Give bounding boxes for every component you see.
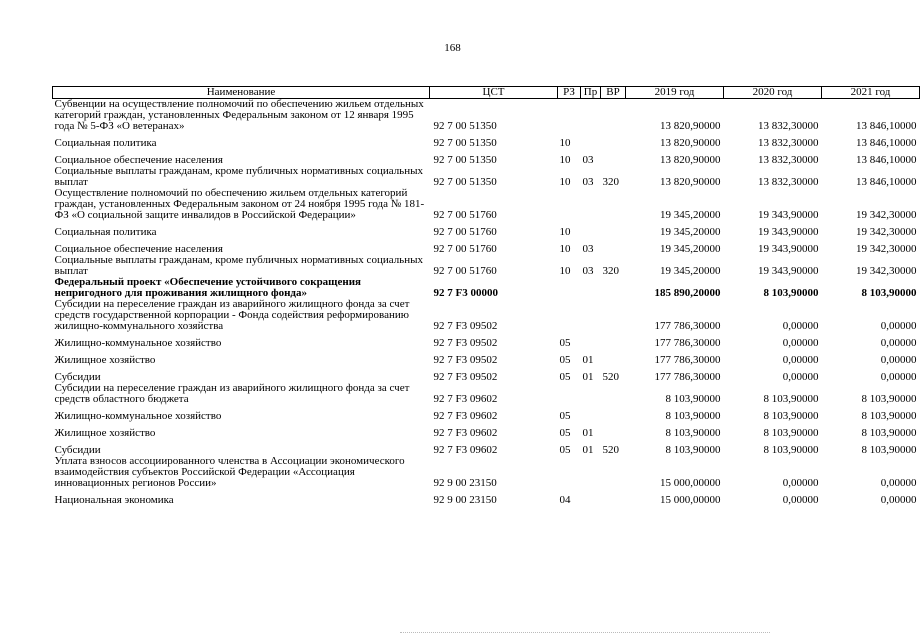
cell-pr: 03 xyxy=(582,154,594,166)
cell-vr xyxy=(601,332,626,349)
cell-name: Социальное обеспечение населения xyxy=(54,154,223,166)
cell-cst: 92 7 00 51760 xyxy=(433,243,497,255)
cell-cst: 92 7 F3 09502 xyxy=(433,337,498,349)
cell-2021: 0,00000 xyxy=(880,337,917,349)
cell-cst: 92 7 F3 09602 xyxy=(433,444,498,456)
cell-rz: 04 xyxy=(559,494,571,506)
cell-rz xyxy=(558,299,581,332)
cell-2019: 177 786,30000 xyxy=(654,371,721,383)
cell-vr xyxy=(601,99,626,133)
cell-pr xyxy=(581,299,601,332)
cell-pr: 03 xyxy=(582,243,594,255)
cell-cst: 92 7 F3 09602 xyxy=(433,393,498,405)
cell-name: Жилищно-коммунальное хозяйство xyxy=(54,337,222,349)
cell-rz xyxy=(558,99,581,133)
cell-2021: 19 342,30000 xyxy=(856,209,917,221)
cell-pr xyxy=(581,132,601,149)
cell-vr xyxy=(601,132,626,149)
cell-2019: 13 820,90000 xyxy=(660,137,721,149)
cell-2020: 8 103,90000 xyxy=(763,287,819,299)
cell-name: Социальное обеспечение населения xyxy=(54,243,223,255)
cell-cst: 92 7 00 51760 xyxy=(433,209,497,221)
cell-2021: 13 846,10000 xyxy=(856,154,917,166)
cell-2021: 8 103,90000 xyxy=(861,444,917,456)
cell-2021: 19 342,30000 xyxy=(856,265,917,277)
header-2021: 2021 год xyxy=(822,87,920,99)
cell-rz: 10 xyxy=(559,176,571,188)
cell-2020: 0,00000 xyxy=(782,337,819,349)
header-vr: ВР xyxy=(601,87,626,99)
cell-name: Социальные выплаты гражданам, кроме публичных нормативных социальных выплат xyxy=(54,254,423,277)
cell-2021: 19 342,30000 xyxy=(856,243,917,255)
cell-2020: 0,00000 xyxy=(782,354,819,366)
cell-2020: 19 343,90000 xyxy=(758,265,819,277)
header-2020: 2020 год xyxy=(724,87,822,99)
cell-vr xyxy=(601,383,626,405)
cell-name: Субсидии xyxy=(54,371,101,383)
cell-pr: 01 xyxy=(582,371,594,383)
cell-pr xyxy=(581,277,601,299)
cell-2019: 15 000,00000 xyxy=(660,494,721,506)
cell-vr: 520 xyxy=(602,444,619,456)
cell-pr: 03 xyxy=(582,176,594,188)
table-row xyxy=(53,149,920,166)
cell-2019: 19 345,20000 xyxy=(660,226,721,238)
cell-vr xyxy=(601,221,626,238)
cell-name: Субсидии на переселение граждан из аварийного жилищного фонда за счет средств областного бюджета xyxy=(54,382,410,405)
table-row xyxy=(53,366,920,383)
cell-pr xyxy=(581,188,601,221)
cell-name: Социальная политика xyxy=(54,137,157,149)
cell-rz: 10 xyxy=(559,154,571,166)
cell-pr xyxy=(581,383,601,405)
cell-2019: 8 103,90000 xyxy=(665,444,721,456)
cell-pr: 01 xyxy=(582,444,594,456)
cell-2020: 8 103,90000 xyxy=(763,444,819,456)
cell-name: Социальная политика xyxy=(54,226,157,238)
cell-name: Жилищное хозяйство xyxy=(54,427,156,439)
cell-cst: 92 7 F3 09502 xyxy=(433,371,498,383)
cell-vr xyxy=(601,422,626,439)
cell-2020: 0,00000 xyxy=(782,320,819,332)
cell-2019: 185 890,20000 xyxy=(654,287,721,299)
cell-vr xyxy=(601,349,626,366)
cell-name: Национальная экономика xyxy=(54,494,174,506)
cell-name: Уплата взносов ассоциированного членства в Ассоциации экономического взаимодействия субъектов Российской Федерации «Ассоциация инновационных регионов России» xyxy=(54,455,405,489)
cell-cst: 92 9 00 23150 xyxy=(433,477,497,489)
cell-rz: 05 xyxy=(559,337,571,349)
cell-2020: 8 103,90000 xyxy=(763,393,819,405)
cell-cst: 92 7 00 51350 xyxy=(433,137,497,149)
cell-2019: 13 820,90000 xyxy=(660,176,721,188)
table-row xyxy=(53,456,920,489)
cell-2019: 15 000,00000 xyxy=(660,477,721,489)
cell-2020: 0,00000 xyxy=(782,477,819,489)
cell-2020: 0,00000 xyxy=(782,494,819,506)
table-row xyxy=(53,349,920,366)
cell-2020: 13 832,30000 xyxy=(758,154,819,166)
cell-2020: 13 832,30000 xyxy=(758,137,819,149)
table-header-row xyxy=(53,87,920,99)
cell-2019: 177 786,30000 xyxy=(654,354,721,366)
header-rz: РЗ xyxy=(558,87,581,99)
cell-2019: 177 786,30000 xyxy=(654,337,721,349)
cell-pr: 01 xyxy=(582,354,594,366)
cell-2021: 0,00000 xyxy=(880,477,917,489)
table-row xyxy=(53,166,920,188)
cell-vr xyxy=(601,149,626,166)
cell-rz: 05 xyxy=(559,427,571,439)
cell-2021: 13 846,10000 xyxy=(856,176,917,188)
cell-name: Федеральный проект «Обеспечение устойчивого сокращения непригодного для проживания жилищного фонда» xyxy=(54,276,361,299)
cell-rz: 05 xyxy=(559,354,571,366)
cell-rz: 05 xyxy=(559,444,571,456)
cell-vr: 320 xyxy=(602,265,619,277)
cell-2021: 8 103,90000 xyxy=(861,427,917,439)
cell-2019: 8 103,90000 xyxy=(665,427,721,439)
header-2019: 2019 год xyxy=(626,87,724,99)
cell-pr xyxy=(581,489,601,506)
cell-2019: 13 820,90000 xyxy=(660,120,721,132)
cell-vr: 520 xyxy=(602,371,619,383)
cell-pr xyxy=(581,99,601,133)
cell-2020: 13 832,30000 xyxy=(758,120,819,132)
table-row xyxy=(53,255,920,277)
cell-2020: 19 343,90000 xyxy=(758,226,819,238)
cell-cst: 92 7 F3 09502 xyxy=(433,320,498,332)
cell-pr: 01 xyxy=(582,427,594,439)
cell-2019: 13 820,90000 xyxy=(660,154,721,166)
cell-name: Субсидии на переселение граждан из аварийного жилищного фонда за счет средств государственной корпорации - Фонда содействия реформированию жилищно-коммунального хозяйства xyxy=(54,298,410,332)
cell-2021: 13 846,10000 xyxy=(856,137,917,149)
table-body xyxy=(53,99,920,507)
cell-cst: 92 7 00 51350 xyxy=(433,176,497,188)
cell-rz xyxy=(558,456,581,489)
table-row xyxy=(53,238,920,255)
cell-vr xyxy=(601,299,626,332)
table-row xyxy=(53,383,920,405)
cell-rz: 05 xyxy=(559,371,571,383)
table-row xyxy=(53,99,920,133)
cell-2019: 19 345,20000 xyxy=(660,265,721,277)
cell-2021: 0,00000 xyxy=(880,371,917,383)
budget-table xyxy=(52,86,920,506)
cell-rz xyxy=(558,188,581,221)
cell-rz xyxy=(558,277,581,299)
cell-2021: 0,00000 xyxy=(880,354,917,366)
cell-pr: 03 xyxy=(582,265,594,277)
cell-cst: 92 7 00 51760 xyxy=(433,226,497,238)
cell-2021: 8 103,90000 xyxy=(861,410,917,422)
table-row xyxy=(53,422,920,439)
cell-cst: 92 7 F3 09502 xyxy=(433,354,498,366)
cell-cst: 92 7 F3 09602 xyxy=(433,410,498,422)
cell-2020: 19 343,90000 xyxy=(758,243,819,255)
scan-artifact-line xyxy=(400,632,770,636)
cell-vr: 320 xyxy=(602,176,619,188)
cell-2021: 0,00000 xyxy=(880,320,917,332)
cell-pr xyxy=(581,405,601,422)
cell-2021: 8 103,90000 xyxy=(861,287,917,299)
cell-2019: 177 786,30000 xyxy=(654,320,721,332)
cell-2020: 13 832,30000 xyxy=(758,176,819,188)
table-row xyxy=(53,405,920,422)
cell-name: Осуществление полномочий по обеспечению жильем отдельных категорий граждан, установленных Федеральным законом от 24 ноября 1995 года № 181-ФЗ «О социальной защите инвалидов в Российской Федерации» xyxy=(54,187,425,221)
cell-rz: 10 xyxy=(559,226,571,238)
cell-2019: 19 345,20000 xyxy=(660,209,721,221)
cell-cst: 92 7 F3 00000 xyxy=(433,287,498,299)
cell-name: Жилищное хозяйство xyxy=(54,354,156,366)
cell-2021: 13 846,10000 xyxy=(856,120,917,132)
cell-2021: 0,00000 xyxy=(880,494,917,506)
cell-2021: 19 342,30000 xyxy=(856,226,917,238)
cell-vr xyxy=(601,277,626,299)
cell-2019: 8 103,90000 xyxy=(665,393,721,405)
cell-name: Жилищно-коммунальное хозяйство xyxy=(54,410,222,422)
header-pr: Пр xyxy=(581,87,601,99)
cell-2020: 8 103,90000 xyxy=(763,427,819,439)
cell-vr xyxy=(601,405,626,422)
cell-rz: 10 xyxy=(559,265,571,277)
cell-cst: 92 7 00 51350 xyxy=(433,120,497,132)
cell-vr xyxy=(601,238,626,255)
table-row xyxy=(53,299,920,332)
table-row xyxy=(53,132,920,149)
cell-cst: 92 7 00 51350 xyxy=(433,154,497,166)
cell-rz: 05 xyxy=(559,410,571,422)
cell-2019: 8 103,90000 xyxy=(665,410,721,422)
table-row xyxy=(53,221,920,238)
cell-cst: 92 9 00 23150 xyxy=(433,494,497,506)
table-row xyxy=(53,332,920,349)
header-name: Наименование xyxy=(53,87,430,99)
cell-2019: 19 345,20000 xyxy=(660,243,721,255)
cell-vr xyxy=(601,188,626,221)
page-number: 168 xyxy=(444,42,461,54)
cell-cst: 92 7 00 51760 xyxy=(433,265,497,277)
cell-2021: 8 103,90000 xyxy=(861,393,917,405)
cell-pr xyxy=(581,221,601,238)
cell-2020: 19 343,90000 xyxy=(758,209,819,221)
cell-2020: 8 103,90000 xyxy=(763,410,819,422)
table-row xyxy=(53,439,920,456)
cell-rz: 10 xyxy=(559,137,571,149)
cell-name: Субсидии xyxy=(54,444,101,456)
header-cst: ЦСТ xyxy=(430,87,558,99)
table-row xyxy=(53,489,920,506)
cell-rz: 10 xyxy=(559,243,571,255)
cell-rz xyxy=(558,383,581,405)
cell-name: Социальные выплаты гражданам, кроме публичных нормативных социальных выплат xyxy=(54,165,423,188)
cell-cst: 92 7 F3 09602 xyxy=(433,427,498,439)
cell-name: Субвенции на осуществление полномочий по обеспечению жильем отдельных категорий граждан, установленных Федеральным законом от 12 января 1995 года № 5-ФЗ «О ветеранах» xyxy=(54,98,424,132)
cell-2020: 0,00000 xyxy=(782,371,819,383)
table-row xyxy=(53,188,920,221)
cell-pr xyxy=(581,456,601,489)
cell-pr xyxy=(581,332,601,349)
table-row xyxy=(53,277,920,299)
cell-vr xyxy=(601,456,626,489)
cell-vr xyxy=(601,489,626,506)
